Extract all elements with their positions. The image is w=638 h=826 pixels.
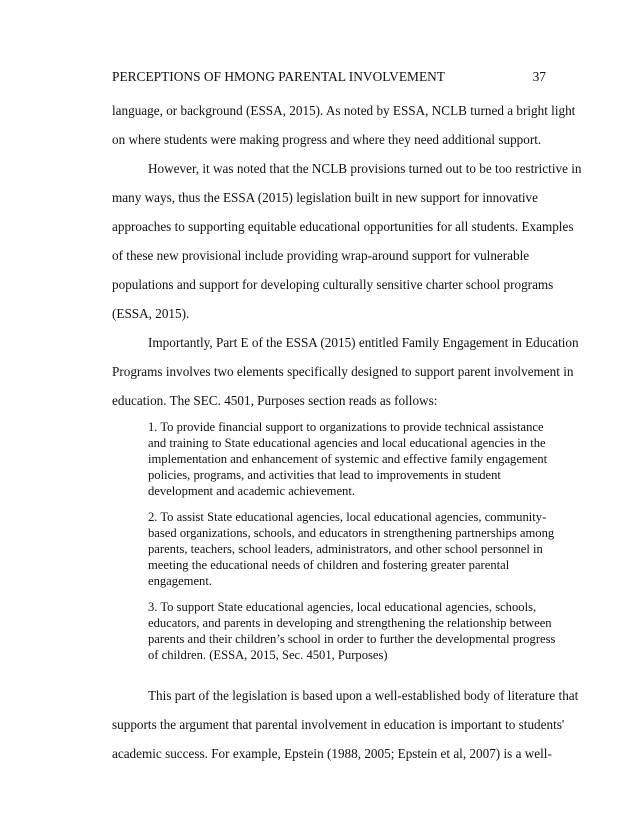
body-line: language, or background (ESSA, 2015). As noted by ESSA, NCLB turned a bright light <box>112 103 576 118</box>
body-line: However, it was noted that the NCLB provisions turned out to be too restrictive in <box>148 161 582 176</box>
block-quote-line: policies, programs, and activities that lead to improvements in student <box>148 468 501 482</box>
body-line: Importantly, Part E of the ESSA (2015) entitled Family Engagement in Education <box>148 335 579 350</box>
block-quote-line: based organizations, schools, and educators in strengthening partnerships among <box>148 526 555 540</box>
block-quote-line: educators, and parents in developing and strengthening the relationship between <box>148 616 552 630</box>
block-quote-line: 3. To support State educational agencies, local educational agencies, schools, <box>148 600 537 614</box>
block-quote-line: implementation and enhancement of systemic and effective family engagement <box>148 452 548 466</box>
block-quote-line: development and academic achievement. <box>148 484 355 498</box>
page-number: 37 <box>532 69 546 84</box>
block-quote-line: parents, teachers, school leaders, administrators, and other school personnel in <box>148 542 543 556</box>
block-quote-line: and training to State educational agencies and local educational agencies in the <box>148 436 546 450</box>
body-line: This part of the legislation is based upon a well-established body of literature that <box>148 688 579 703</box>
body-line: populations and support for developing culturally sensitive charter school programs <box>112 277 554 292</box>
block-quote-line: 1. To provide financial support to organizations to provide technical assistance <box>148 420 544 434</box>
block-quote-line: meeting the educational needs of children and fostering greater parental <box>148 558 510 572</box>
block-quote-line: 2. To assist State educational agencies, local educational agencies, community- <box>148 510 547 524</box>
body-line: academic success. For example, Epstein (1988, 2005; Epstein et al, 2007) is a well- <box>112 746 552 761</box>
block-quote-line: parents and their children’s school in order to further the developmental progress <box>148 632 556 646</box>
body-line: supports the argument that parental involvement in education is important to students' <box>112 717 565 732</box>
block-quote-line: of children. (ESSA, 2015, Sec. 4501, Purposes) <box>148 648 388 662</box>
body-line: of these new provisional include providing wrap-around support for vulnerable <box>112 248 530 263</box>
body-line: Programs involves two elements specifically designed to support parent involvement in <box>112 364 574 379</box>
body-line: many ways, thus the ESSA (2015) legislation built in new support for innovative <box>112 190 538 205</box>
body-line: (ESSA, 2015). <box>112 306 190 321</box>
body-line: approaches to supporting equitable educational opportunities for all students. Examples <box>112 219 574 234</box>
body-line: on where students were making progress and where they need additional support. <box>112 132 542 147</box>
running-head-title: PERCEPTIONS OF HMONG PARENTAL INVOLVEMENT <box>112 69 445 84</box>
block-quote-line: engagement. <box>148 574 212 588</box>
body-line: education. The SEC. 4501, Purposes section reads as follows: <box>112 393 438 408</box>
